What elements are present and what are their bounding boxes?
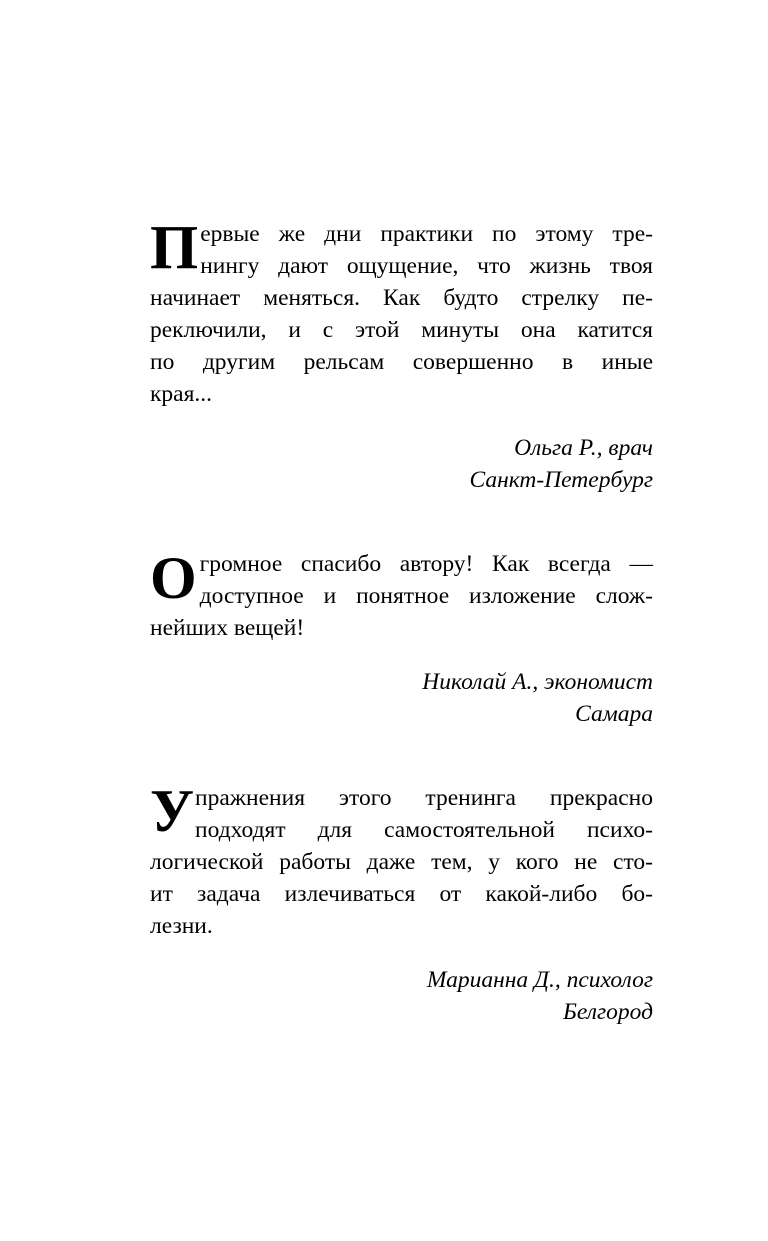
text-line: начинает меняться. Как будто стрелку пе-	[150, 285, 653, 311]
text-line: по другим рельсам совершенно в иные	[150, 349, 653, 375]
text-line: пражнения этого тренинга прекрасно	[195, 785, 653, 811]
text-line: реключили, и с этой минуты она катится	[150, 317, 653, 343]
text-line: ервые же дни практики по этому тре-	[200, 221, 653, 247]
testimonials-container	[150, 214, 653, 1028]
drop-cap-letter: П	[150, 214, 199, 282]
testimonial-attribution	[150, 964, 653, 1028]
attribution-name: Марианна Д., психолог	[426, 967, 653, 993]
text-line: логической работы даже тем, у кого не сто-	[150, 849, 653, 875]
testimonial-text	[150, 778, 653, 942]
text-line: громное спасибо автору! Как всегда —	[199, 551, 653, 577]
attribution-city: Белгород	[563, 999, 653, 1025]
drop-cap-letter: У	[150, 778, 195, 844]
text-line: нейших вещей!	[150, 615, 305, 641]
testimonial-block	[150, 545, 653, 730]
text-line: ит задача излечиваться от какой-либо бо-	[150, 881, 653, 907]
testimonial-attribution	[150, 432, 653, 496]
text-line: лезни.	[150, 913, 213, 939]
text-line: края...	[150, 381, 213, 407]
text-line: подходят для самостоятельной психо-	[195, 817, 653, 843]
testimonial-text	[150, 214, 653, 410]
testimonial-block	[150, 778, 653, 1028]
text-line: нингу дают ощущение, что жизнь твоя	[200, 253, 653, 279]
attribution-city: Санкт-Петербург	[469, 467, 653, 493]
drop-cap-letter: О	[150, 545, 197, 611]
attribution-name: Ольга Р., врач	[514, 435, 653, 461]
attribution-name: Николай А., экономист	[422, 669, 653, 695]
text-line: доступное и понятное изложение слож-	[199, 583, 653, 609]
attribution-city: Самара	[575, 701, 653, 727]
testimonial-block	[150, 214, 653, 496]
testimonial-attribution	[150, 666, 653, 730]
testimonial-text	[150, 545, 653, 644]
